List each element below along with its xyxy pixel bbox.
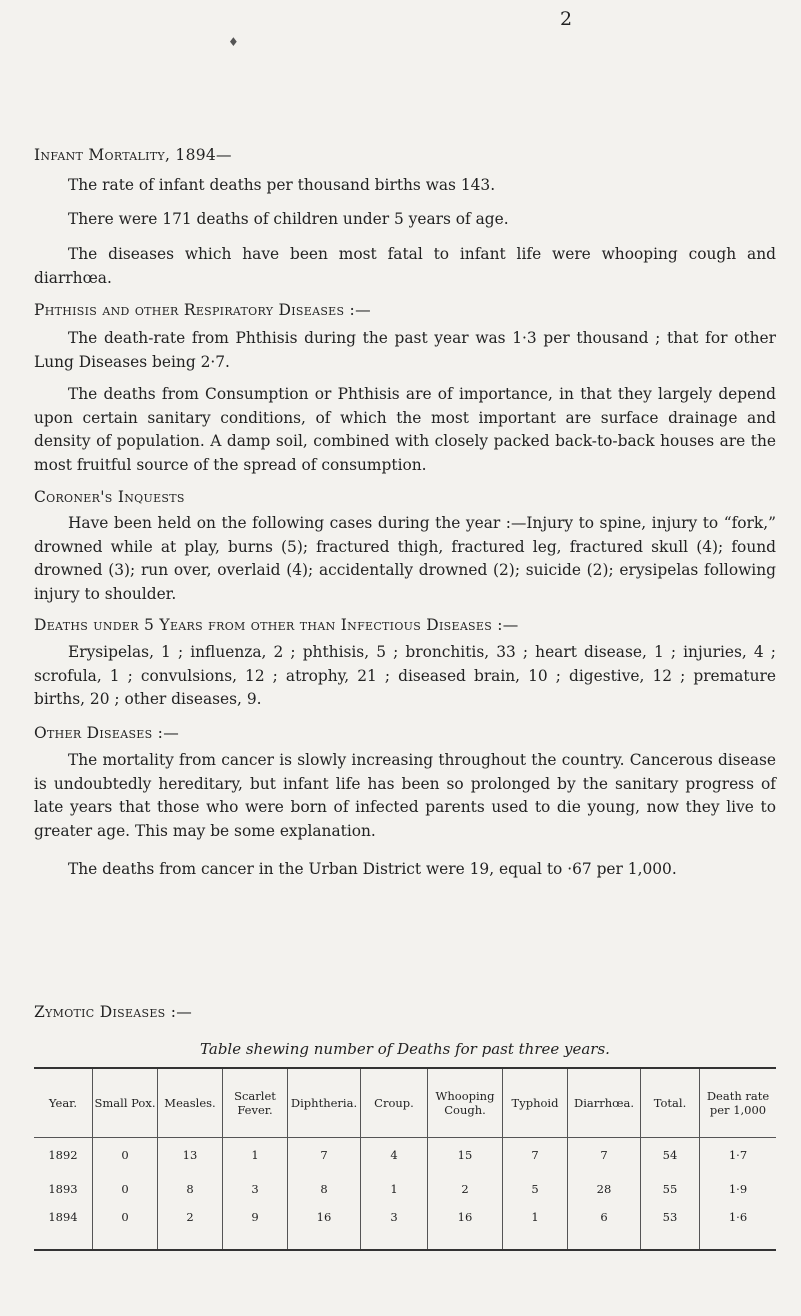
infant-fatal-diseases: The diseases which have been most fatal to infant life were whooping cough and diarrhœa. <box>34 245 776 287</box>
table-cell: 1 <box>223 1138 288 1173</box>
coroners-cases: Have been held on the following cases during the year :—Injury to spine, injury to “fork,” drowned while at play, burns (5); fractured thigh, fractured leg, fractured skull (4); found drowned (3); run over, overlaid (4); accidentally drowned (2); suicide (2); erysipelas following injury to shoulder. <box>34 514 776 603</box>
table-cell: 16 <box>288 1206 361 1250</box>
header-whooping-cough: Whooping Cough. <box>428 1068 503 1138</box>
header-diphtheria: Diphtheria. <box>288 1068 361 1138</box>
infant-deaths-count: There were 171 deaths of children under 5 years of age. <box>68 210 509 228</box>
page-number: 2 <box>560 8 573 30</box>
table-cell: 3 <box>223 1172 288 1206</box>
table-cell: 1893 <box>48 1182 78 1196</box>
header-small-pox: Small Pox. <box>93 1068 158 1138</box>
table-cell: 55 <box>641 1172 700 1206</box>
table-cell: 8 <box>288 1172 361 1206</box>
table-cell: 9 <box>223 1206 288 1250</box>
header-measles: Measles. <box>158 1068 223 1138</box>
printer-mark: ♦ <box>228 35 239 49</box>
table-cell: 28 <box>568 1172 641 1206</box>
table-cell: 7 <box>288 1138 361 1173</box>
other-diseases-heading: Other Diseases :— <box>34 724 180 742</box>
header-total: Total. <box>641 1068 700 1138</box>
table-row <box>34 1172 776 1206</box>
table-cell: 0 <box>93 1138 158 1173</box>
table-caption: Table shewing number of Deaths for past three years. <box>200 1040 610 1058</box>
infant-mortality-rate: The rate of infant deaths per thousand births was 143. <box>68 176 496 194</box>
table-cell: 7 <box>503 1138 568 1173</box>
zymotic-heading: Zymotic Diseases :— <box>34 1003 193 1021</box>
phthisis-causes: The deaths from Consumption or Phthisis are of importance, in that they largely depend upon certain sanitary conditions, of which the most important are surface drainage and density of population. A damp soil, combined with closely packed back-to-back houses are the most fruitful source of the spread of consumption. <box>34 385 776 474</box>
table-cell: 0 <box>93 1172 158 1206</box>
header-scarlet-fever: Scarlet Fever. <box>223 1068 288 1138</box>
table-cell: 1·7 <box>700 1138 777 1173</box>
table-cell: 5 <box>503 1172 568 1206</box>
table-cell: 2 <box>428 1172 503 1206</box>
table-cell: 0 <box>93 1206 158 1250</box>
under5-heading: Deaths under 5 Years from other than Infectious Diseases :— <box>34 616 519 634</box>
table-cell: 54 <box>641 1138 700 1173</box>
table-cell: 2 <box>158 1206 223 1250</box>
table-cell: 4 <box>361 1138 428 1173</box>
header-death-rate: Death rate per 1,000 <box>700 1068 777 1138</box>
under5-causes: Erysipelas, 1 ; influenza, 2 ; phthisis, 5 ; bronchitis, 33 ; heart disease, 1 ; injuries, 4 ; scrofula, 1 ; convulsions, 12 ; atrophy, 21 ; diseased brain, 10 ; digestive, 12 ; premature births, 20 ; other diseases, 9. <box>34 643 776 708</box>
table-row <box>34 1206 776 1250</box>
phthisis-rate: The death-rate from Phthisis during the past year was 1·3 per thousand ; that for other Lung Diseases being 2·7. <box>34 329 776 371</box>
header-diarrhoea: Diarrhœa. <box>568 1068 641 1138</box>
phthisis-heading: Phthisis and other Respiratory Diseases :— <box>34 301 371 319</box>
table-cell: 16 <box>428 1206 503 1250</box>
header-year: Year. <box>34 1068 93 1138</box>
table-cell: 6 <box>568 1206 641 1250</box>
cancer-deaths: The deaths from cancer in the Urban District were 19, equal to ·67 per 1,000. <box>68 860 677 878</box>
table-header-row <box>34 1068 776 1138</box>
header-typhoid: Typhoid <box>503 1068 568 1138</box>
table-cell: 53 <box>641 1206 700 1250</box>
table-cell: 13 <box>158 1138 223 1173</box>
table-row <box>34 1138 776 1173</box>
table-cell: 1892 <box>48 1148 78 1162</box>
table-cell: 7 <box>568 1138 641 1173</box>
header-croup: Croup. <box>361 1068 428 1138</box>
coroners-heading: Coroner's Inquests <box>34 488 185 506</box>
table-cell: 1 <box>361 1172 428 1206</box>
table-cell: 3 <box>361 1206 428 1250</box>
table-cell: 1·6 <box>700 1206 777 1250</box>
infant-mortality-heading: Infant Mortality, 1894— <box>34 146 232 164</box>
table-cell: 15 <box>428 1138 503 1173</box>
cancer-paragraph: The mortality from cancer is slowly increasing throughout the country. Cancerous disease is undoubtedly hereditary, but infant life has been so prolonged by the sanitary progress of late years that those who were born of infected parents used to die young, now they live to greater age. This may be some explanation. <box>34 751 776 840</box>
table-cell: 8 <box>158 1172 223 1206</box>
table-cell: 1·9 <box>700 1172 777 1206</box>
table-cell: 1894 <box>48 1210 78 1224</box>
zymotic-deaths-table <box>34 1067 776 1251</box>
table-cell: 1 <box>503 1206 568 1250</box>
